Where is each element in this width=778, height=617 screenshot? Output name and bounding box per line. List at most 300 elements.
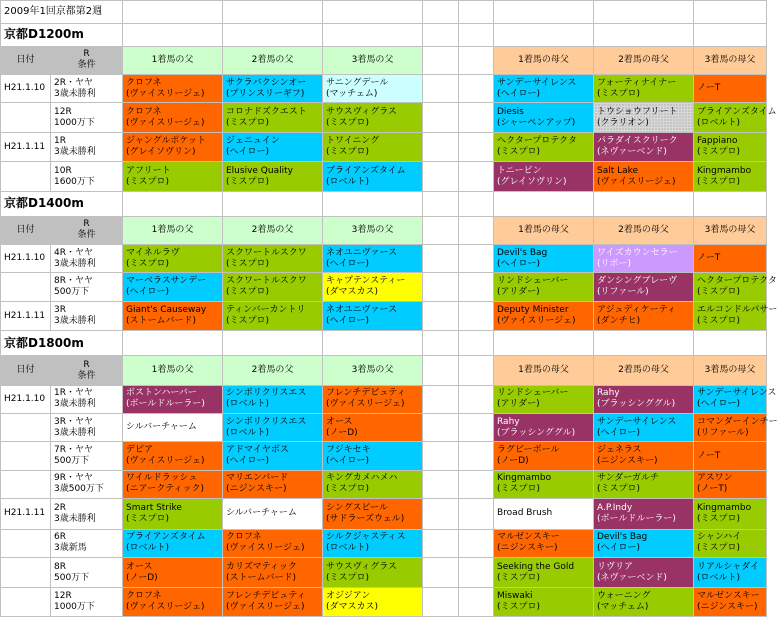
empty-cell xyxy=(694,331,767,356)
horse-name: Smart Strike xyxy=(126,502,182,513)
header-damsire-1: 1着馬の母父 xyxy=(494,216,594,244)
horse-name: オース xyxy=(126,561,153,572)
race-number: 3R・ヤヤ xyxy=(54,416,93,427)
horse-name: マーベラスサンデー xyxy=(126,276,207,287)
race-row xyxy=(1,273,767,301)
empty-cell xyxy=(423,442,459,470)
empty-cell xyxy=(694,191,767,216)
race-condition: 1000万下 xyxy=(54,602,95,613)
race-condition: 3歳未勝利 xyxy=(54,513,96,524)
empty-cell xyxy=(423,301,459,330)
sire-cell-1 xyxy=(123,414,223,442)
race-condition: 500万下 xyxy=(54,287,90,298)
horse-name: Kingmambo xyxy=(697,502,752,513)
horse-name: ジェニュイン xyxy=(226,136,280,147)
bloodline-name: (ダンチヒ) xyxy=(597,316,641,327)
race-info xyxy=(51,103,123,132)
sire-cell-1 xyxy=(123,588,223,617)
horse-name: クロフネ xyxy=(126,591,162,602)
horse-name: クロフネ xyxy=(126,106,162,117)
damsire-cell-1 xyxy=(494,301,594,330)
horse-name: スクワートルスクワ xyxy=(226,247,307,258)
damsire-cell-2 xyxy=(594,301,694,330)
empty-cell xyxy=(459,529,494,557)
damsire-cell-1 xyxy=(494,132,594,161)
race-number: 9R・ヤヤ xyxy=(54,473,93,484)
header-race-label: R xyxy=(83,359,90,370)
sire-cell-3 xyxy=(323,557,423,588)
horse-name: シャンハイ xyxy=(697,532,742,543)
bloodline-name: (ボールドルーラー) xyxy=(126,399,205,410)
bloodline-name: (ミスプロ) xyxy=(226,316,270,327)
horse-name: Devil's Bag xyxy=(597,532,648,543)
damsire-cell-2 xyxy=(594,414,694,442)
empty-cell xyxy=(423,557,459,588)
race-info xyxy=(51,132,123,161)
header-sire-3: 3着馬の父 xyxy=(323,356,423,385)
bloodline-name: (ニジンスキー) xyxy=(497,543,558,554)
header-damsire-1: 1着馬の母父 xyxy=(494,356,594,385)
empty-cell xyxy=(459,470,494,498)
bloodline-name: (ノーD) xyxy=(497,456,529,467)
bloodline-name: (ロベルト) xyxy=(326,176,370,187)
damsire-cell-3 xyxy=(694,557,767,588)
race-number: 2R xyxy=(54,502,66,513)
race-number: 12R xyxy=(54,106,72,117)
race-info xyxy=(51,499,123,530)
sire-cell-3 xyxy=(323,132,423,161)
damsire-cell-2 xyxy=(594,132,694,161)
header-row xyxy=(1,46,767,74)
sire-cell-2 xyxy=(223,385,323,413)
horse-name: ヘクタープロテクタ xyxy=(497,136,577,147)
horse-name: キャプテンスティー xyxy=(326,276,406,287)
race-date xyxy=(1,103,51,132)
horse-name: サニングデール xyxy=(326,77,389,88)
horse-name: サンデーサイレンス xyxy=(597,416,677,427)
race-info xyxy=(51,385,123,413)
bloodline-name: (ブラッシンググル) xyxy=(597,399,676,410)
horse-name: リンドシェーバー xyxy=(497,388,569,399)
bloodline-name: (ノーT) xyxy=(697,484,728,495)
horse-name: マルゼンスキー xyxy=(497,532,560,543)
damsire-cell-3 xyxy=(694,529,767,557)
race-row xyxy=(1,557,767,588)
bloodline-name: (ヴァイスリージェ) xyxy=(126,602,205,613)
damsire-cell-2 xyxy=(594,385,694,413)
race-date: H21.1.10 xyxy=(1,385,51,413)
race-condition: 500万下 xyxy=(54,572,90,583)
horse-name: ブライアンズタイム xyxy=(126,532,206,543)
horse-name: シンボリクリスエス xyxy=(226,388,307,399)
race-row xyxy=(1,414,767,442)
bloodline-name: (ヴァイスリージェ) xyxy=(326,399,405,410)
empty-cell xyxy=(223,191,323,216)
empty-cell xyxy=(223,23,323,46)
empty-cell xyxy=(323,1,423,24)
header-date: 日付 xyxy=(1,216,51,244)
empty-cell xyxy=(459,191,494,216)
section-title: 京都D1400m xyxy=(1,191,123,216)
horse-name: スクワートルスクワ xyxy=(226,276,307,287)
sire-cell-3 xyxy=(323,470,423,498)
sire-cell-3 xyxy=(323,499,423,530)
bloodline-name: (ヴァイスリージェ) xyxy=(126,117,205,128)
horse-name: ノーT xyxy=(697,450,721,461)
empty-cell xyxy=(459,273,494,301)
race-info xyxy=(51,588,123,617)
bloodline-name: (ミスプロ) xyxy=(497,147,541,158)
horse-name: コロナドズクエスト xyxy=(226,106,307,117)
bloodline-name: (ヘイロー) xyxy=(597,427,641,438)
race-condition: 3歳未勝利 xyxy=(54,147,96,158)
race-row xyxy=(1,385,767,413)
horse-name: シンボリクリスエス xyxy=(226,416,307,427)
horse-name: カリズマティック xyxy=(226,561,297,572)
bloodline-name: (ストームバード) xyxy=(226,572,297,583)
sire-cell-2 xyxy=(223,414,323,442)
empty-cell xyxy=(423,470,459,498)
race-condition: 3歳未勝利 xyxy=(54,88,96,99)
title-row xyxy=(1,1,767,24)
bloodline-name: (ロベルト) xyxy=(697,117,741,128)
horse-name: アジュディケーティ xyxy=(597,305,677,316)
bloodline-name: (ロベルト) xyxy=(697,572,741,583)
sire-cell-2 xyxy=(223,162,323,191)
race-info xyxy=(51,529,123,557)
horse-name: Broad Brush xyxy=(497,508,553,519)
header-sire-1: 1着馬の父 xyxy=(123,216,223,244)
damsire-cell-1 xyxy=(494,103,594,132)
bloodline-name: (ロベルト) xyxy=(226,399,270,410)
sire-cell-3 xyxy=(323,75,423,103)
section-title: 京都D1200m xyxy=(1,23,123,46)
race-number: 3R xyxy=(54,305,66,316)
horse-name: サクラバクシンオー xyxy=(226,77,307,88)
horse-name: シルクジャスティス xyxy=(326,532,406,543)
bloodline-name: (ミスプロ) xyxy=(326,147,370,158)
sire-cell-2 xyxy=(223,470,323,498)
sire-cell-2 xyxy=(223,301,323,330)
empty-cell xyxy=(459,557,494,588)
bloodline-name: (シャーペンアップ) xyxy=(497,117,576,128)
race-date xyxy=(1,557,51,588)
sire-cell-3 xyxy=(323,103,423,132)
race-info xyxy=(51,301,123,330)
bloodline-name: (ブラッシンググル) xyxy=(497,427,576,438)
bloodline-name: (ニジンスキー) xyxy=(697,602,758,613)
empty-cell xyxy=(459,356,494,385)
damsire-cell-2 xyxy=(594,245,694,273)
race-condition: 3歳未勝利 xyxy=(54,427,96,438)
horse-name: サンデーサイレンス xyxy=(497,77,577,88)
damsire-cell-3 xyxy=(694,442,767,470)
header-sire-3: 3着馬の父 xyxy=(323,216,423,244)
horse-name: リンドシェーバー xyxy=(497,276,569,287)
damsire-cell-1 xyxy=(494,529,594,557)
section-title-row xyxy=(1,23,767,46)
horse-name: アドマイヤボス xyxy=(226,445,289,456)
race-date: H21.1.11 xyxy=(1,499,51,530)
header-race-label: R xyxy=(83,49,90,60)
horse-name: Miswaki xyxy=(497,591,533,602)
bloodline-name: (ネヴァーベンド) xyxy=(597,572,667,583)
empty-cell xyxy=(459,162,494,191)
damsire-cell-1 xyxy=(494,414,594,442)
sire-cell-1 xyxy=(123,385,223,413)
race-number: 10R xyxy=(54,165,72,176)
horse-name: サウスヴィグラス xyxy=(326,561,397,572)
bloodline-name: (ミスプロ) xyxy=(697,316,741,327)
damsire-cell-3 xyxy=(694,245,767,273)
empty-cell xyxy=(459,46,494,74)
race-condition: 3歳新馬 xyxy=(54,543,87,554)
bloodline-name: (ミスプロ) xyxy=(126,258,170,269)
bloodline-name: (ミスプロ) xyxy=(226,176,270,187)
empty-cell xyxy=(423,331,459,356)
horse-name: サンデーサイレンス xyxy=(697,388,777,399)
horse-name: キングカメハメハ xyxy=(326,473,398,484)
empty-cell xyxy=(459,588,494,617)
horse-name: Deputy Minister xyxy=(497,305,569,316)
empty-cell xyxy=(494,23,594,46)
bloodline-name: (ミスプロ) xyxy=(597,484,641,495)
sire-cell-2 xyxy=(223,442,323,470)
bloodline-name: (ノーD) xyxy=(126,572,158,583)
horse-name: マイネルラヴ xyxy=(126,247,180,258)
sire-cell-2 xyxy=(223,273,323,301)
sire-cell-1 xyxy=(123,301,223,330)
race-row xyxy=(1,301,767,330)
empty-cell xyxy=(123,191,223,216)
bloodline-name: (ヘイロー) xyxy=(497,88,541,99)
bloodline-name: (リファール) xyxy=(697,427,749,438)
bloodline-name: (ダマスカス) xyxy=(326,602,379,613)
race-row xyxy=(1,75,767,103)
empty-cell xyxy=(459,1,494,24)
bloodline-name: (ニジンスキー) xyxy=(597,456,658,467)
race-condition: 1600万下 xyxy=(54,176,95,187)
bloodline-name: (ミスプロ) xyxy=(697,543,741,554)
bloodline-name: (ミスプロ) xyxy=(226,117,270,128)
horse-name: サンダーガルチ xyxy=(597,473,660,484)
header-damsire-2: 2着馬の母父 xyxy=(594,356,694,385)
horse-name: ワイズカウンセラー xyxy=(597,247,678,258)
bloodline-name: (ヘイロー) xyxy=(226,147,270,158)
bloodline-name: (アリダー) xyxy=(497,399,540,410)
sire-cell-3 xyxy=(323,529,423,557)
header-race-label: R xyxy=(83,219,90,230)
race-info xyxy=(51,414,123,442)
bloodline-name: (ロベルト) xyxy=(326,543,370,554)
header-row xyxy=(1,356,767,385)
horse-name: Kingmambo xyxy=(697,165,752,176)
bloodline-name: (ミスプロ) xyxy=(326,572,370,583)
empty-cell xyxy=(423,162,459,191)
race-info xyxy=(51,162,123,191)
horse-name: ネオユニヴァース xyxy=(326,305,398,316)
damsire-cell-1 xyxy=(494,442,594,470)
damsire-cell-2 xyxy=(594,588,694,617)
horse-name: アスワン xyxy=(697,473,733,484)
bloodline-name: (ヴァイスリージェ) xyxy=(126,456,205,467)
horse-name: オース xyxy=(326,416,353,427)
race-condition: 3歳未勝利 xyxy=(54,399,96,410)
bloodline-name: (ロベルト) xyxy=(226,427,270,438)
header-condition-label: 条件 xyxy=(77,230,96,241)
header-sire-2: 2着馬の父 xyxy=(223,356,323,385)
horse-name: ブライアンズタイム xyxy=(326,165,406,176)
header-race xyxy=(51,356,123,385)
horse-name: Fappiano xyxy=(697,136,738,147)
horse-name: ウォーニング xyxy=(597,591,651,602)
bloodline-name: (ミスプロ) xyxy=(697,176,741,187)
empty-cell xyxy=(594,23,694,46)
bloodline-name: (ボールドルーラー) xyxy=(597,513,676,524)
empty-cell xyxy=(423,1,459,24)
horse-name: エルコンドルパサー xyxy=(697,305,778,316)
empty-cell xyxy=(423,529,459,557)
empty-cell xyxy=(459,414,494,442)
bloodline-name: (ネヴァーベンド) xyxy=(597,147,667,158)
horse-name: ワイルドラッシュ xyxy=(126,473,198,484)
empty-cell xyxy=(423,356,459,385)
sire-cell-3 xyxy=(323,414,423,442)
bloodline-name: (プリンスリーギフ) xyxy=(226,88,305,99)
race-number: 8R・ヤヤ xyxy=(54,276,93,287)
empty-cell xyxy=(123,1,223,24)
horse-name: Seeking the Gold xyxy=(497,561,575,572)
bloodline-name: (ミスプロ) xyxy=(497,602,541,613)
empty-cell xyxy=(494,1,594,24)
race-date xyxy=(1,414,51,442)
horse-name: シルバーチャーム xyxy=(226,508,297,519)
race-number: 8R xyxy=(54,561,66,572)
sire-cell-3 xyxy=(323,385,423,413)
race-date: H21.1.11 xyxy=(1,301,51,330)
empty-cell xyxy=(494,191,594,216)
bloodline-name: (ミスプロ) xyxy=(697,287,741,298)
empty-cell xyxy=(323,191,423,216)
sire-cell-1 xyxy=(123,245,223,273)
damsire-cell-1 xyxy=(494,385,594,413)
empty-cell xyxy=(423,75,459,103)
sire-cell-3 xyxy=(323,273,423,301)
header-row xyxy=(1,216,767,244)
race-date: H21.1.10 xyxy=(1,75,51,103)
sire-cell-1 xyxy=(123,557,223,588)
race-date: H21.1.10 xyxy=(1,245,51,273)
section-title: 京都D1800m xyxy=(1,331,123,356)
damsire-cell-3 xyxy=(694,414,778,442)
bloodline-name: (ミスプロ) xyxy=(497,572,541,583)
horse-name: コマンダーインチー xyxy=(697,416,778,427)
bloodline-name: (ヘイロー) xyxy=(326,258,370,269)
damsire-cell-2 xyxy=(594,442,694,470)
empty-cell xyxy=(459,75,494,103)
horse-name: Salt Lake xyxy=(597,165,639,176)
damsire-cell-3 xyxy=(694,301,778,330)
race-row xyxy=(1,442,767,470)
bloodline-name: (ミスプロ) xyxy=(126,513,170,524)
horse-name: Rahy xyxy=(597,388,620,399)
header-damsire-2: 2着馬の母父 xyxy=(594,216,694,244)
sire-cell-1 xyxy=(123,132,223,161)
bloodline-name: (ヘイロー) xyxy=(697,399,741,410)
bloodline-name: (ダマスカス) xyxy=(326,287,379,298)
damsire-cell-1 xyxy=(494,588,594,617)
race-info xyxy=(51,245,123,273)
header-race xyxy=(51,216,123,244)
horse-name: A.P.Indy xyxy=(597,502,633,513)
header-damsire-1: 1着馬の母父 xyxy=(494,46,594,74)
sire-cell-2 xyxy=(223,529,323,557)
damsire-cell-2 xyxy=(594,75,694,103)
race-condition: 500万下 xyxy=(54,456,90,467)
empty-cell xyxy=(323,23,423,46)
sire-cell-2 xyxy=(223,103,323,132)
bloodline-name: (ストームバード) xyxy=(126,316,197,327)
sire-cell-1 xyxy=(123,103,223,132)
header-sire-2: 2着馬の父 xyxy=(223,216,323,244)
sire-cell-2 xyxy=(223,499,323,530)
horse-name: Rahy xyxy=(497,416,520,427)
empty-cell xyxy=(423,132,459,161)
race-number: 6R xyxy=(54,532,66,543)
race-date xyxy=(1,442,51,470)
sire-cell-2 xyxy=(223,245,323,273)
bloodline-name: (マッチェム) xyxy=(597,602,649,613)
bloodline-name: (ミスプロ) xyxy=(126,176,170,187)
race-number: 4R・ヤヤ xyxy=(54,247,93,258)
race-number: 7R・ヤヤ xyxy=(54,445,93,456)
race-date xyxy=(1,529,51,557)
damsire-cell-3 xyxy=(694,132,767,161)
sire-cell-2 xyxy=(223,132,323,161)
horse-name: ラグビーボール xyxy=(497,445,560,456)
header-condition-label: 条件 xyxy=(77,60,96,71)
damsire-cell-1 xyxy=(494,470,594,498)
damsire-cell-2 xyxy=(594,529,694,557)
race-condition: 3歳未勝利 xyxy=(54,316,96,327)
bloodline-name: (アリダー) xyxy=(497,287,540,298)
empty-cell xyxy=(594,1,694,24)
sire-cell-3 xyxy=(323,245,423,273)
race-condition: 3歳500万下 xyxy=(54,484,104,495)
bloodline-name: (ヴァイスリージェ) xyxy=(497,316,576,327)
section-title-row xyxy=(1,191,767,216)
sire-cell-2 xyxy=(223,557,323,588)
horse-name: クロフネ xyxy=(226,532,262,543)
horse-name: トワイニング xyxy=(326,136,380,147)
header-sire-2: 2着馬の父 xyxy=(223,46,323,74)
empty-cell xyxy=(459,103,494,132)
header-sire-1: 1着馬の父 xyxy=(123,356,223,385)
horse-name: クロフネ xyxy=(126,77,162,88)
empty-cell xyxy=(223,331,323,356)
damsire-cell-2 xyxy=(594,557,694,588)
sire-cell-1 xyxy=(123,499,223,530)
empty-cell xyxy=(594,331,694,356)
horse-name: ノーT xyxy=(697,253,721,264)
empty-cell xyxy=(423,216,459,244)
bloodline-name: (ミスプロ) xyxy=(497,484,541,495)
damsire-cell-1 xyxy=(494,75,594,103)
empty-cell xyxy=(423,385,459,413)
damsire-cell-3 xyxy=(694,75,767,103)
horse-name: フレンチデピュティ xyxy=(326,388,406,399)
bloodline-name: (クラリオン) xyxy=(597,117,649,128)
